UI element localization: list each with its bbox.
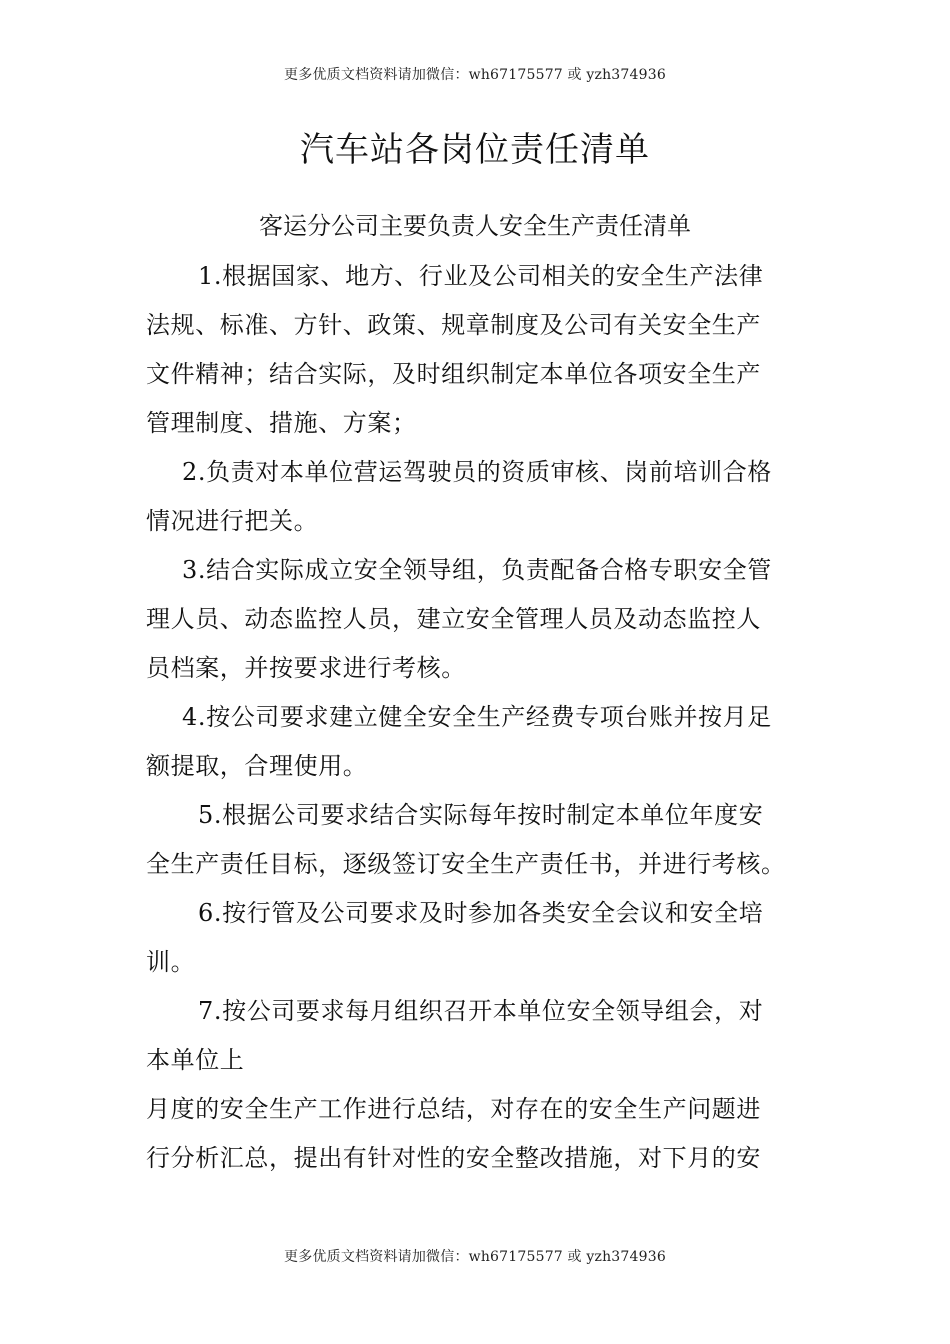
paragraph-line: 1.根据国家、地方、行业及公司相关的安全生产法律 [198,262,764,290]
paragraph-7 [146,987,810,1183]
document-title: 汽车站各岗位责任清单 [300,130,650,170]
paragraph-line: 6.按行管及公司要求及时参加各类安全会议和安全培 [198,899,764,927]
paragraph-line: 2.负责对本单位营运驾驶员的资质审核、岗前培训合格 [182,458,772,486]
paragraph-line: 全生产责任目标，逐级签订安全生产责任书，并进行考核。 [146,850,786,878]
paragraph-3 [146,546,810,693]
paragraph-line: 7.按公司要求每月组织召开本单位安全领导组会，对 [198,997,764,1025]
paragraph-line: 管理制度、措施、方案； [146,409,417,437]
paragraph-line: 员档案，并按要求进行考核。 [146,654,466,682]
paragraph-line: 法规、标准、方针、政策、规章制度及公司有关安全生产 [146,311,761,339]
paragraph-2 [146,448,810,546]
paragraph-line: 5.根据公司要求结合实际每年按时制定本单位年度安 [198,801,764,829]
header-contact-note: 更多优质文档资料请加微信：wh67175577 或 yzh374936 [284,67,666,83]
footer-contact-note: 更多优质文档资料请加微信：wh67175577 或 yzh374936 [284,1249,666,1265]
paragraph-line: 理人员、动态监控人员，建立安全管理人员及动态监控人 [146,605,761,633]
document-body [146,252,810,1183]
paragraph-1 [146,252,810,448]
paragraph-line: 月度的安全生产工作进行总结，对存在的安全生产问题进 [146,1095,761,1123]
paragraph-line: 4.按公司要求建立健全安全生产经费专项台账并按月足 [182,703,772,731]
paragraph-line: 额提取，合理使用。 [146,752,368,780]
paragraph-line: 行分析汇总，提出有针对性的安全整改措施，对下月的安 [146,1144,761,1172]
paragraph-5 [146,791,810,889]
paragraph-line: 情况进行把关。 [146,507,319,535]
paragraph-6 [146,889,810,987]
paragraph-line: 本单位上 [146,1046,245,1074]
paragraph-line: 文件精神；结合实际，及时组织制定本单位各项安全生产 [146,360,761,388]
paragraph-line: 3.结合实际成立安全领导组，负责配备合格专职安全管 [182,556,772,584]
document-subtitle: 客运分公司主要负责人安全生产责任清单 [259,212,691,240]
paragraph-line: 训。 [146,948,196,976]
paragraph-4 [146,693,810,791]
